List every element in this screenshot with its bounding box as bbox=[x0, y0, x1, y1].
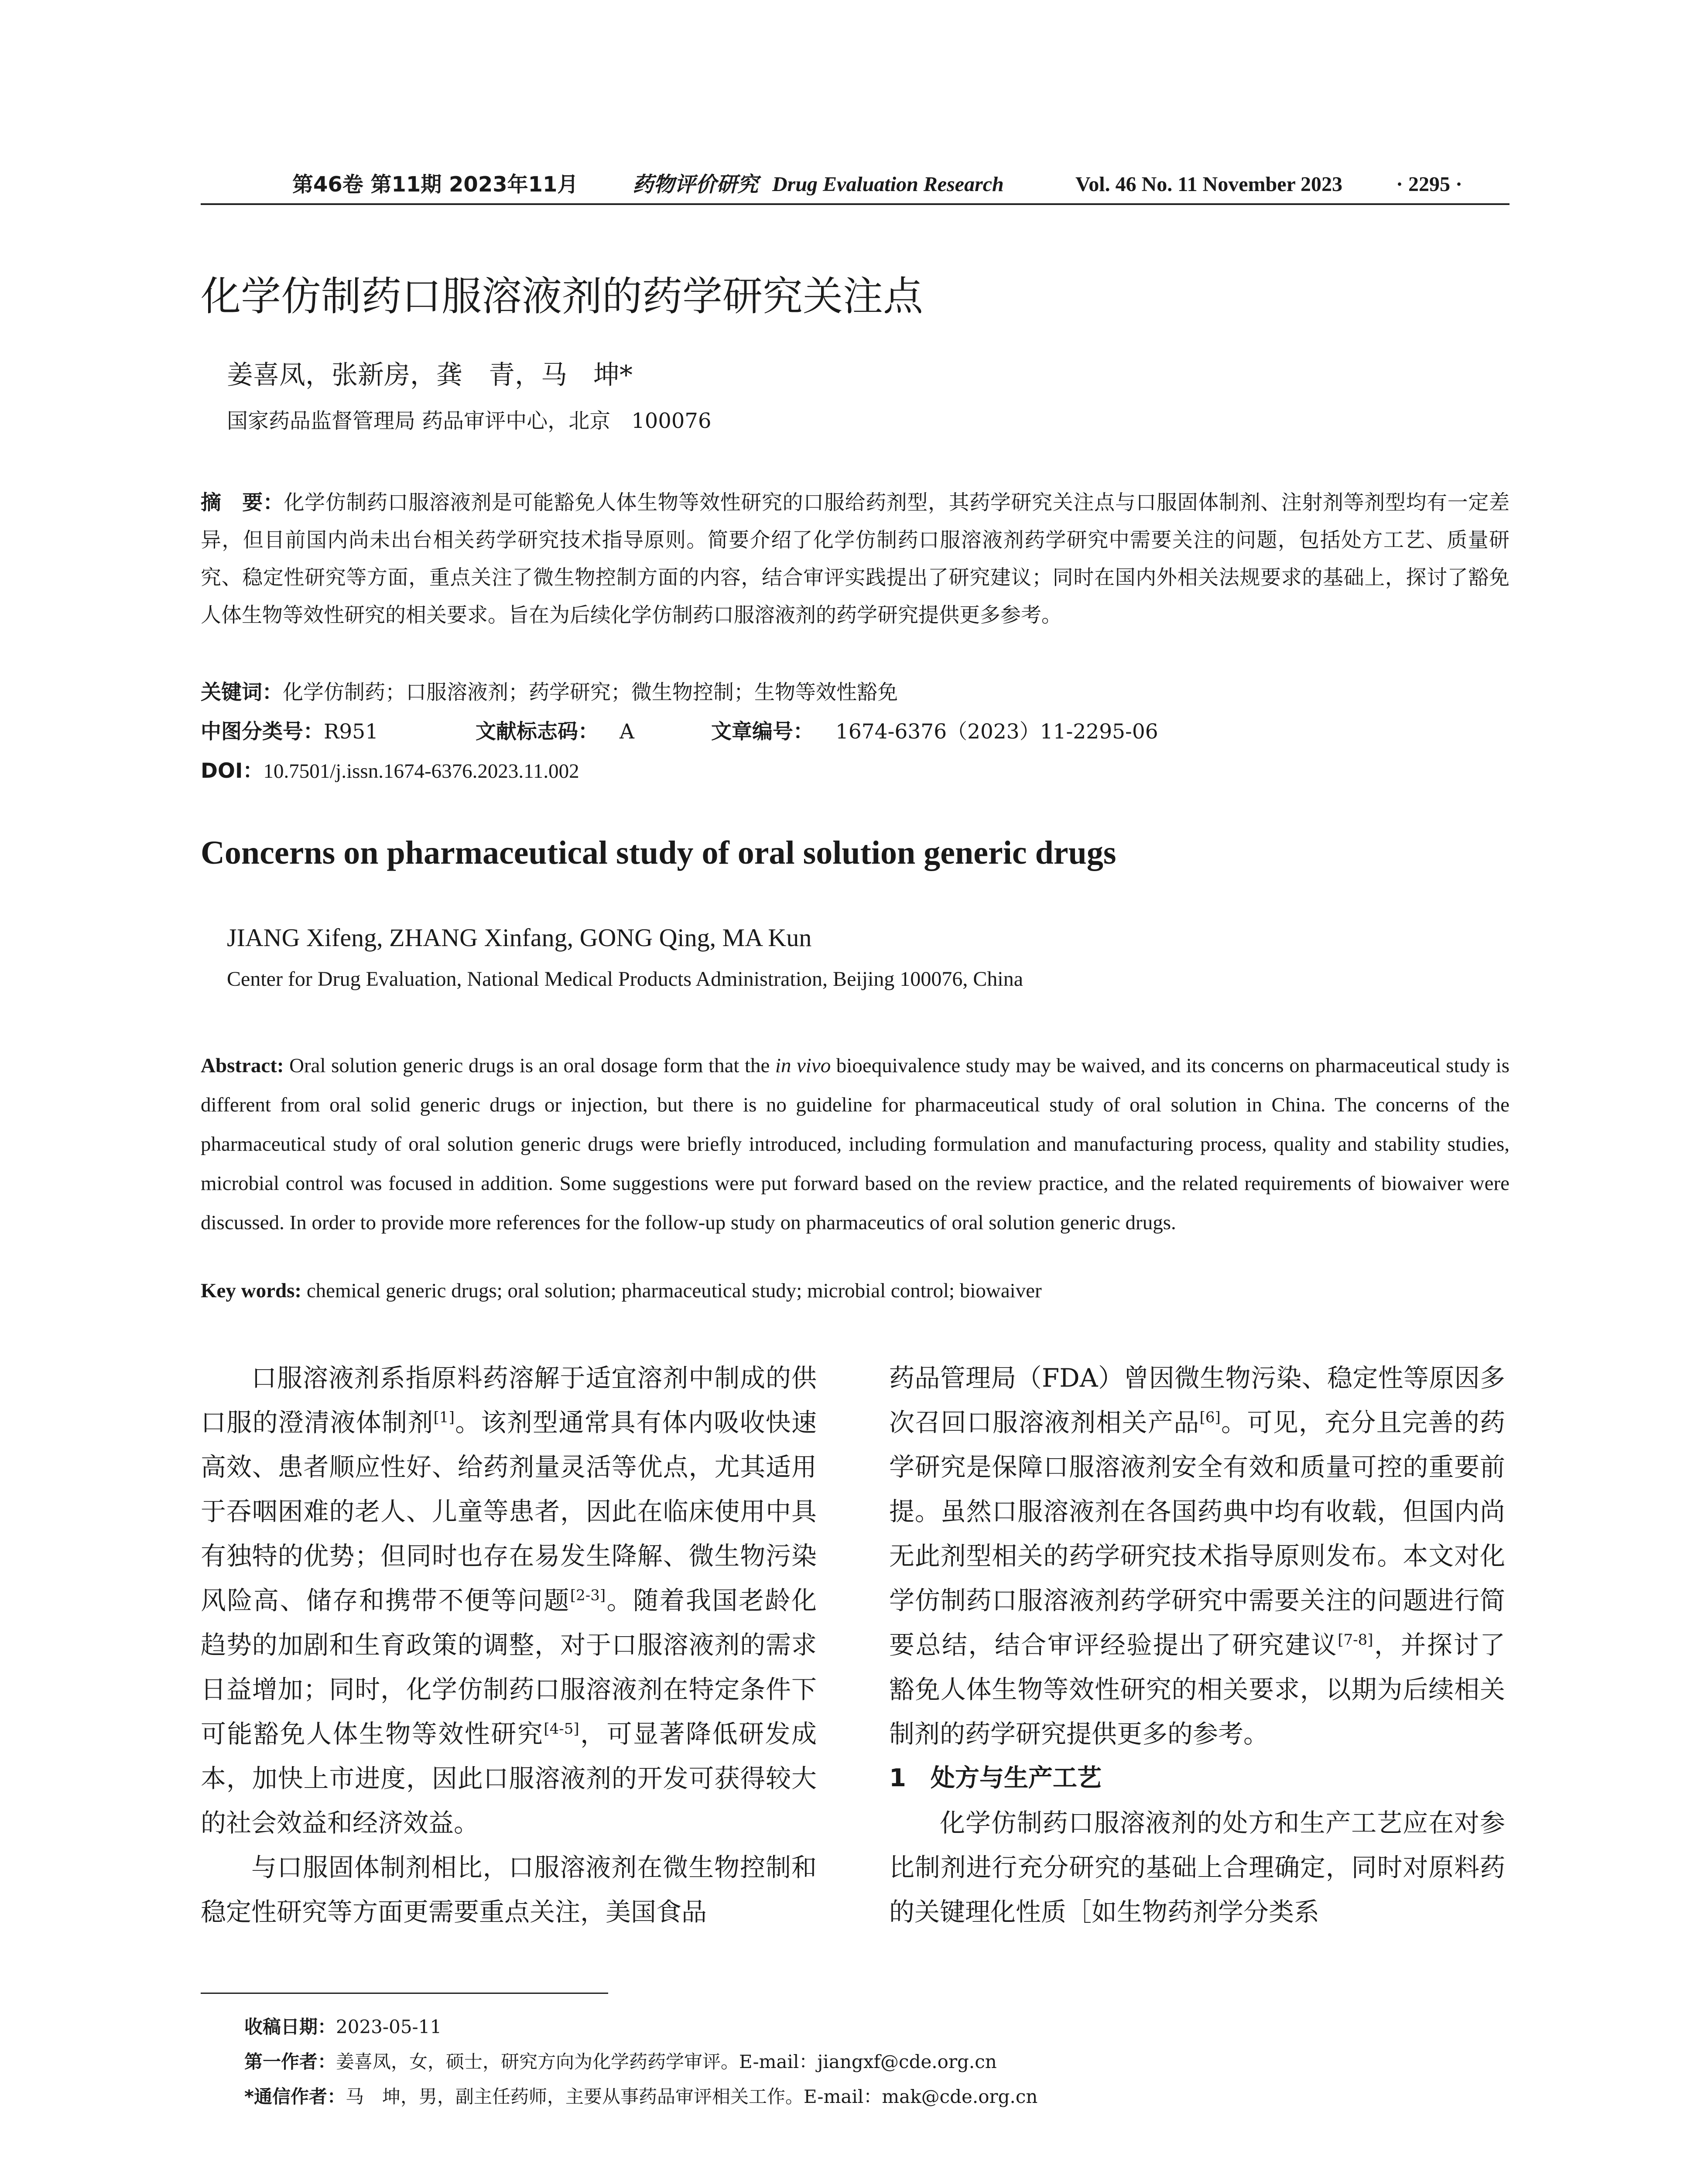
abstract-cn bbox=[201, 484, 1509, 634]
keywords-text-cn: 化学仿制药；口服溶液剂；药学研究；微生物控制；生物等效性豁免 bbox=[283, 680, 898, 704]
keywords-en bbox=[201, 1275, 1509, 1306]
received-label: 收稿日期： bbox=[244, 2016, 336, 2037]
body-paragraph: 化学仿制药口服溶液剂的处方和生产工艺应在对参比制剂进行充分研究的基础上合理确定，同时对原料药的关键理化性质［如生物药剂学分类系 bbox=[889, 1808, 1505, 1927]
abstract-label-cn: 摘 要： bbox=[201, 491, 284, 515]
body-text: 药品管理局（FDA）曾因微生物污染、稳定性等原因多次召回口服溶液剂相关产品 bbox=[889, 1363, 1505, 1437]
journal-name-en: Drug Evaluation Research bbox=[772, 173, 1004, 196]
body-text: ，可显著降低研发成本，加快上市进度，因此口服溶液剂的开发可获得较大的社会效益和经济效益。 bbox=[201, 1719, 817, 1838]
citation-ref: [7-8] bbox=[1338, 1631, 1373, 1649]
corresponding-value: 马 坤，男，副主任药师，主要从事药品审评相关工作。E-mail：mak@cde.org.cn bbox=[345, 2086, 1038, 2107]
body-paragraph bbox=[889, 1356, 1505, 1756]
doi-label: DOI： bbox=[201, 759, 264, 783]
clc-label: 中图分类号： bbox=[201, 720, 324, 744]
keywords-label-cn: 关键词： bbox=[201, 680, 283, 704]
classification-line bbox=[201, 717, 1158, 747]
abstract-text-en-2: bioequivalence study may be waived, and its concerns on pharmaceutical study is different from oral solid generic drugs or injection, but there is no guideline for pharmaceutical study of oral solution in China. The concerns of the pharmaceutical study of oral solution generic drugs were briefly introduced, including formulation and manufacturing process, quality and stability studies, microbial control was focused in addition. Some suggestions were put forward based on the review practice, and the related requirements of biowaiver were discussed. In order to provide more references for the follow-up study on pharmaceutics of oral solution generic drugs. bbox=[201, 1054, 1509, 1234]
abstract-label-en: Abstract: bbox=[201, 1054, 284, 1077]
first-author-value: 姜喜凤，女，硕士，研究方向为化学药药学审评。E-mail：jiangxf@cde.org.cn bbox=[336, 2051, 997, 2072]
body-text: 。该剂型通常具有体内吸收快速高效、患者顺应性好、给药剂量灵活等优点，尤其适用于吞咽困难的老人、儿童等患者，因此在临床使用中具有独特的优势；但同时也存在易发生降解、微生物污染风险高、储存和携带不便等问题 bbox=[201, 1408, 817, 1615]
abstract-text-cn: 化学仿制药口服溶液剂是可能豁免人体生物等效性研究的口服给药剂型，其药学研究关注点与口服固体制剂、注射剂等剂型均有一定差异，但目前国内尚未出台相关药学研究技术指导原则。简要介绍了化学仿制药口服溶液剂药学研究中需要关注的问题，包括处方工艺、质量研究、稳定性研究等方面，重点关注了微生物控制方面的内容，结合审评实践提出了研究建议；同时在国内外相关法规要求的基础上，探讨了豁免人体生物等效性研究的相关要求。旨在为后续化学仿制药口服溶液剂的药学研究提供更多参考。 bbox=[201, 491, 1510, 627]
keywords-text-en: chemical generic drugs; oral solution; pharmaceutical study; microbial control; biowaiver bbox=[301, 1279, 1042, 1302]
article-number-label: 文章编号： bbox=[711, 720, 814, 744]
body-paragraph bbox=[201, 1356, 817, 1845]
journal-name-cn: 药物评价研究 bbox=[633, 172, 759, 197]
body-column-left bbox=[201, 1356, 817, 1934]
body-column-right bbox=[889, 1356, 1505, 1934]
citation-ref: [6] bbox=[1199, 1408, 1221, 1426]
first-author-label: 第一作者： bbox=[244, 2051, 336, 2072]
authors-en: JIANG Xifeng, ZHANG Xinfang, GONG Qing, MA Kun bbox=[227, 923, 812, 952]
footnote-rule bbox=[201, 1993, 608, 1994]
footnote-first-author bbox=[244, 2047, 997, 2077]
doi-line bbox=[201, 756, 579, 786]
footnote-corresponding bbox=[244, 2082, 1037, 2112]
running-header bbox=[201, 169, 1509, 200]
clc-value: R951 bbox=[324, 720, 379, 744]
body-text: 口服溶液剂系指原料药溶解于适宜溶剂中制成的供口服的澄清液体制剂 bbox=[201, 1363, 817, 1437]
authors-cn: 姜喜凤，张新房，龚 青，马 坤* bbox=[227, 360, 633, 390]
citation-ref: [1] bbox=[433, 1408, 455, 1426]
issue-info-cn: 第46卷 第11期 2023年11月 bbox=[292, 172, 578, 197]
affiliation-en: Center for Drug Evaluation, National Medical Products Administration, Beijing 100076, China bbox=[227, 967, 1023, 991]
doc-code-label: 文献标志码： bbox=[476, 720, 599, 744]
keywords-cn bbox=[201, 677, 898, 708]
affiliation-cn: 国家药品监督管理局 药品审评中心，北京 100076 bbox=[227, 409, 712, 433]
body-paragraph: 与口服固体制剂相比，口服溶液剂在微生物控制和稳定性研究等方面更需要重点关注，美国食品 bbox=[201, 1853, 817, 1927]
citation-ref: [4-5] bbox=[544, 1720, 579, 1738]
issue-info-en: Vol. 46 No. 11 November 2023 bbox=[1075, 173, 1342, 196]
body-text: 。可见，充分且完善的药学研究是保障口服溶液剂安全有效和质量可控的重要前提。虽然口服溶液剂在各国药典中均有收载，但国内尚无此剂型相关的药学研究技术指导原则发布。本文对化学仿制药口服溶液剂药学研究中需要关注的问题进行简要总结，结合审评经验提出了研究建议 bbox=[889, 1408, 1505, 1660]
article-title-en: Concerns on pharmaceutical study of oral solution generic drugs bbox=[201, 834, 1116, 871]
citation-ref: [2-3] bbox=[570, 1586, 606, 1604]
keywords-label-en: Key words: bbox=[201, 1279, 302, 1302]
header-rule bbox=[201, 203, 1509, 205]
article-number-value: 1674-6376（2023）11-2295-06 bbox=[835, 720, 1158, 744]
doi-value: 10.7501/j.issn.1674-6376.2023.11.002 bbox=[263, 760, 579, 783]
section-heading: 1 处方与生产工艺 bbox=[889, 1764, 1102, 1792]
article-title-cn: 化学仿制药口服溶液剂的药学研究关注点 bbox=[201, 273, 924, 320]
footnote-received bbox=[244, 2012, 442, 2042]
abstract-en bbox=[201, 1046, 1509, 1242]
body-text: ，并探讨了豁免人体生物等效性研究的相关要求，以期为后续相关制剂的药学研究提供更多的参考。 bbox=[889, 1630, 1505, 1749]
abstract-italic-term: in vivo bbox=[775, 1054, 831, 1077]
body-text: 。随着我国老龄化趋势的加剧和生育政策的调整，对于口服溶液剂的需求日益增加；同时，化学仿制药口服溶液剂在特定条件下可能豁免人体生物等效性研究 bbox=[201, 1586, 817, 1749]
abstract-text-en-1: Oral solution generic drugs is an oral dosage form that the bbox=[284, 1054, 775, 1077]
received-value: 2023-05-11 bbox=[336, 2016, 442, 2037]
corresponding-label: *通信作者： bbox=[244, 2086, 346, 2107]
doc-code-value: A bbox=[620, 720, 634, 744]
page-number: · 2295 · bbox=[1396, 173, 1463, 196]
